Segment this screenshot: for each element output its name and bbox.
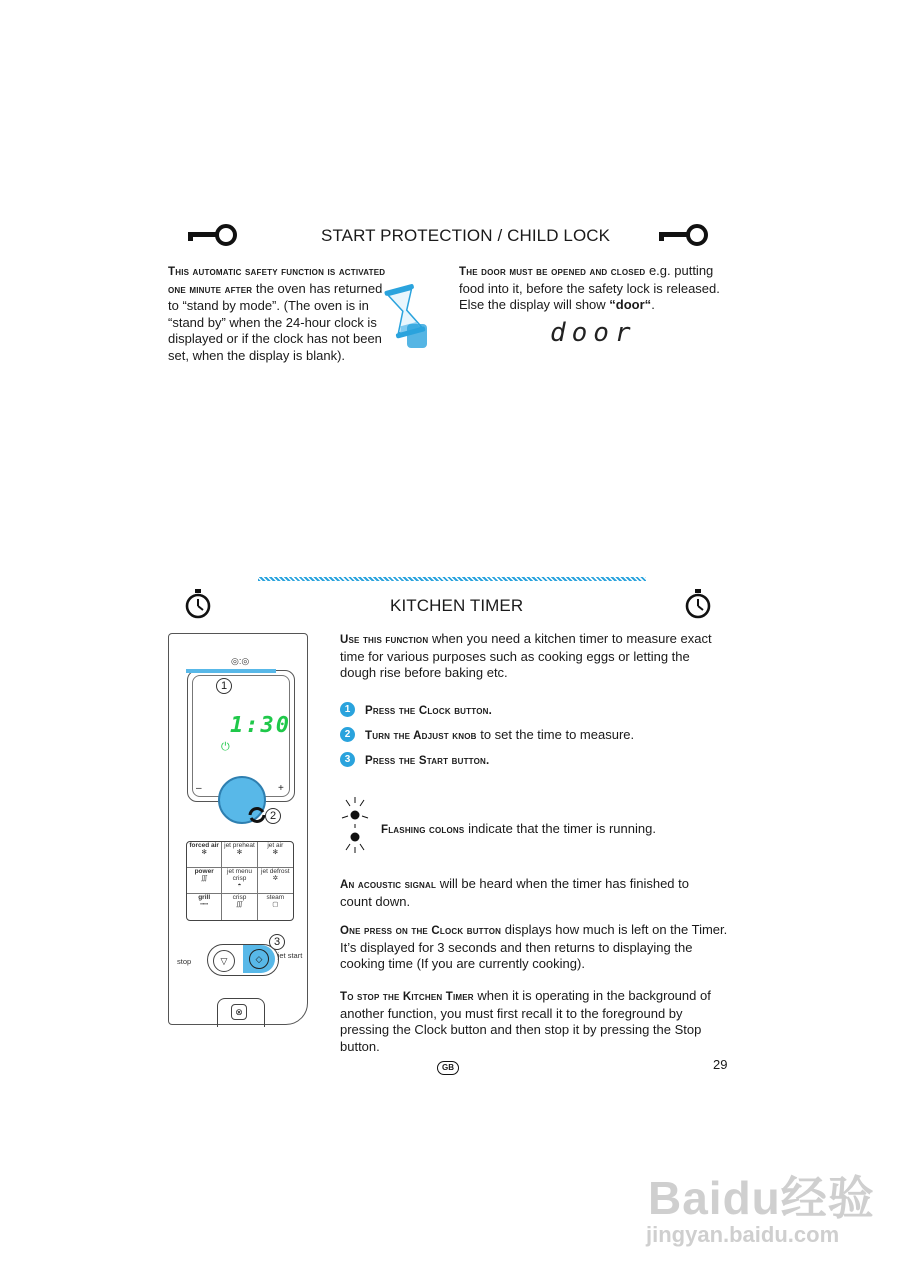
key-grill[interactable]: grill ┅┅	[187, 894, 222, 920]
stopwatch-icon	[183, 588, 213, 620]
baidu-watermark-url: jingyan.baidu.com	[646, 1222, 840, 1247]
one-press-paragraph: One press on the Clock button displays how much is left on the Timer. It’s displayed for 3 seconds and then returns to displaying the cooking time (If you are currently cooking).	[340, 922, 728, 971]
oven-control-panel	[168, 633, 308, 1025]
section-title-kitchen-timer: KITCHEN TIMER	[390, 596, 524, 615]
step-1: 1 Press the Clock button.	[340, 702, 492, 717]
acoustic-signal-paragraph: An acoustic signal will be heard when the timer has finished to count down.	[340, 876, 689, 909]
callout-2: 2	[265, 808, 281, 824]
step-number: 2	[340, 727, 355, 742]
key-jet-defrost[interactable]: jet defrost ✲	[258, 868, 293, 894]
key-jet-air[interactable]: jet air ✻	[258, 842, 293, 868]
step-number: 1	[340, 702, 355, 717]
lead-text: To stop the Kitchen Timer	[340, 991, 474, 1003]
timer-intro-paragraph: Use this function when you need a kitchen timer to measure exact time for various purposes such as cooking eggs or letting the dough rise before baking etc.	[340, 631, 712, 680]
lead-text: This automatic safety function is activated one minute after	[168, 266, 386, 296]
timer-display: 1:30	[230, 713, 291, 738]
stop-label: stop	[177, 957, 192, 966]
country-badge: GB	[437, 1061, 459, 1075]
lead-text: An acoustic signal	[340, 879, 437, 891]
stop-timer-paragraph: To stop the Kitchen Timer when it is operating in the background of another function, you must first recall it to the foreground by pressing the Clock button and then stop it by pressing the Stop button.	[340, 988, 711, 1054]
key-icon	[656, 222, 710, 248]
jet-start-label: jet start	[277, 951, 303, 960]
key-icon	[185, 222, 239, 248]
callout-1: 1	[216, 678, 232, 694]
step-2: 2 Turn the Adjust knob to set the time to measure.	[340, 727, 634, 742]
flashing-colon-icon	[340, 796, 370, 854]
baidu-watermark-logo: Baidu经验	[648, 1172, 875, 1224]
clock-symbol-icon: ◎:◎	[231, 656, 250, 666]
child-lock-right-paragraph: The door must be opened and closed e.g. putting food into it, before the safety lock is released. Else the display will show “door“.	[459, 263, 720, 312]
stop-button[interactable]: ▽	[213, 950, 235, 972]
child-lock-left-paragraph: This automatic safety function is activated one minute after the oven has returned to “stand by mode”. (The oven is in “stand by” when the 24-hour clock is displayed or if the clock has not been set, when the display is blank).	[168, 266, 386, 363]
rotate-arrows-icon	[247, 806, 267, 824]
door-release-button[interactable]: ⊗	[231, 1004, 247, 1020]
flashing-colons-paragraph: Flashing colons indicate that the timer is running.	[381, 821, 656, 836]
lead-text: Flashing colons	[381, 824, 465, 836]
display-glow	[186, 669, 276, 673]
hourglass-icon	[383, 280, 433, 355]
power-icon: ⏻	[221, 741, 230, 753]
start-icon: ◇	[249, 949, 269, 969]
section-title-child-lock: START PROTECTION / CHILD LOCK	[321, 226, 611, 245]
page-number: 29	[713, 1057, 728, 1072]
door-display: door	[550, 318, 637, 348]
section-divider	[258, 577, 646, 581]
stopwatch-icon	[683, 588, 713, 620]
key-power[interactable]: power ∭	[187, 868, 222, 894]
step-3: 3 Press the Start button.	[340, 752, 489, 767]
callout-3: 3	[269, 934, 285, 950]
plus-label: +	[278, 783, 284, 794]
step-number: 3	[340, 752, 355, 767]
lead-text: One press on the Clock button	[340, 925, 502, 937]
lead-text: Use this function	[340, 634, 429, 646]
key-jet-menu-crisp[interactable]: jet menu crisp ◓	[222, 868, 257, 894]
key-jet-preheat[interactable]: jet preheat ✻	[222, 842, 257, 868]
key-crisp[interactable]: crisp ∭	[222, 894, 257, 920]
key-forced-air[interactable]: forced air ✻	[187, 842, 222, 868]
key-steam[interactable]: steam ▢	[266, 894, 285, 908]
function-keypad	[186, 841, 294, 921]
minus-label: –	[196, 783, 202, 794]
lead-text: The door must be opened and closed	[459, 266, 646, 278]
